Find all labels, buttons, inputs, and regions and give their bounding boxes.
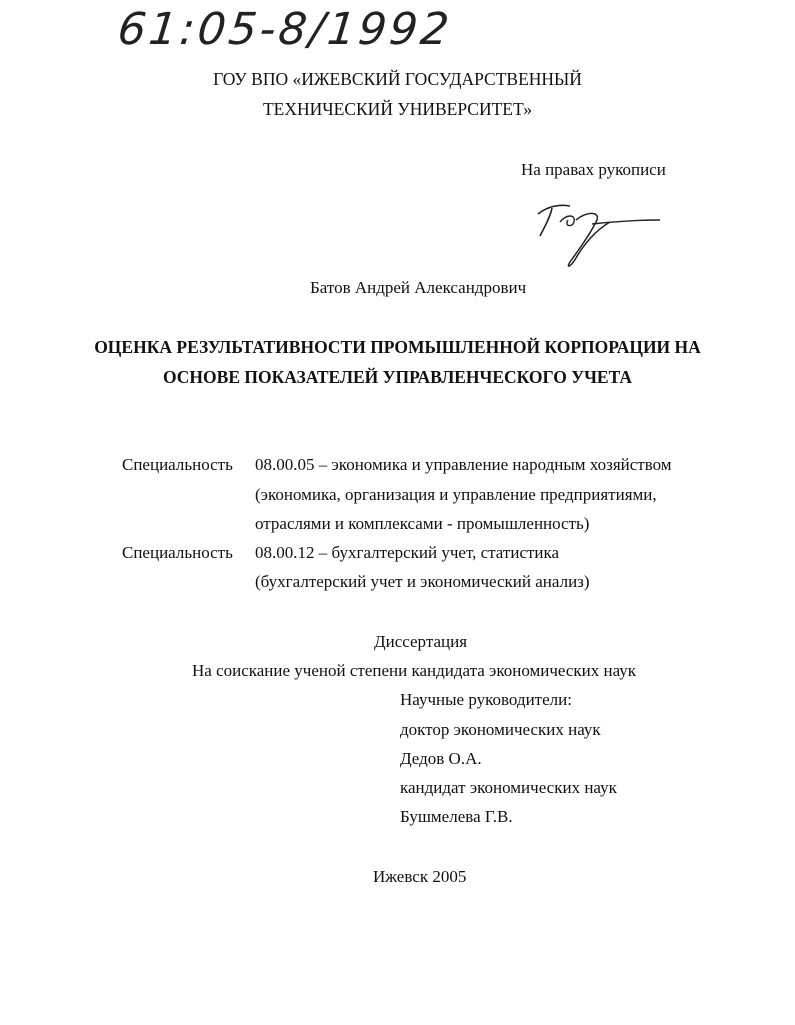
specialty-1-line-1: 08.00.05 – экономика и управление народным хозяйством — [255, 455, 672, 474]
supervisor-2-degree: кандидат экономических наук — [400, 778, 617, 797]
specialty-2-line-1: 08.00.12 – бухгалтерский учет, статистика — [255, 543, 560, 562]
specialty-label-1: Специальность — [122, 455, 233, 474]
archive-code-stamp: 61:05-8/1992 — [115, 4, 455, 55]
university-line-2: ТЕХНИЧЕСКИЙ УНИВЕРСИТЕТ» — [262, 99, 532, 119]
place-year: Ижевск 2005 — [373, 867, 467, 886]
rights-note: На правах рукописи — [521, 160, 666, 179]
specialty-2-line-2: (бухгалтерский учет и экономический анализ) — [255, 572, 590, 591]
university-line-1: ГОУ ВПО «ИЖЕВСКИЙ ГОСУДАРСТВЕННЫЙ — [213, 69, 582, 89]
work-type: Диссертация — [374, 632, 468, 651]
author-signature — [530, 192, 670, 272]
supervisor-1-name: Дедов О.А. — [400, 749, 482, 768]
specialty-label-2: Специальность — [122, 543, 233, 562]
dissertation-title-line-2: ОСНОВЕ ПОКАЗАТЕЛЕЙ УПРАВЛЕНЧЕСКОГО УЧЕТА — [162, 367, 633, 387]
author-name: Батов Андрей Александрович — [310, 278, 527, 297]
specialty-1-line-2: (экономика, организация и управление предприятиями, — [255, 485, 657, 504]
supervisors-heading: Научные руководители: — [400, 690, 572, 709]
specialty-1-line-3: отраслями и комплексами - промышленность) — [255, 514, 590, 533]
degree-line: На соискание ученой степени кандидата экономических наук — [192, 661, 637, 680]
dissertation-title-line-1: ОЦЕНКА РЕЗУЛЬТАТИВНОСТИ ПРОМЫШЛЕННОЙ КОРПОРАЦИИ НА — [94, 337, 701, 357]
supervisor-2-name: Бушмелева Г.В. — [400, 807, 513, 826]
supervisor-1-degree: доктор экономических наук — [400, 720, 601, 739]
